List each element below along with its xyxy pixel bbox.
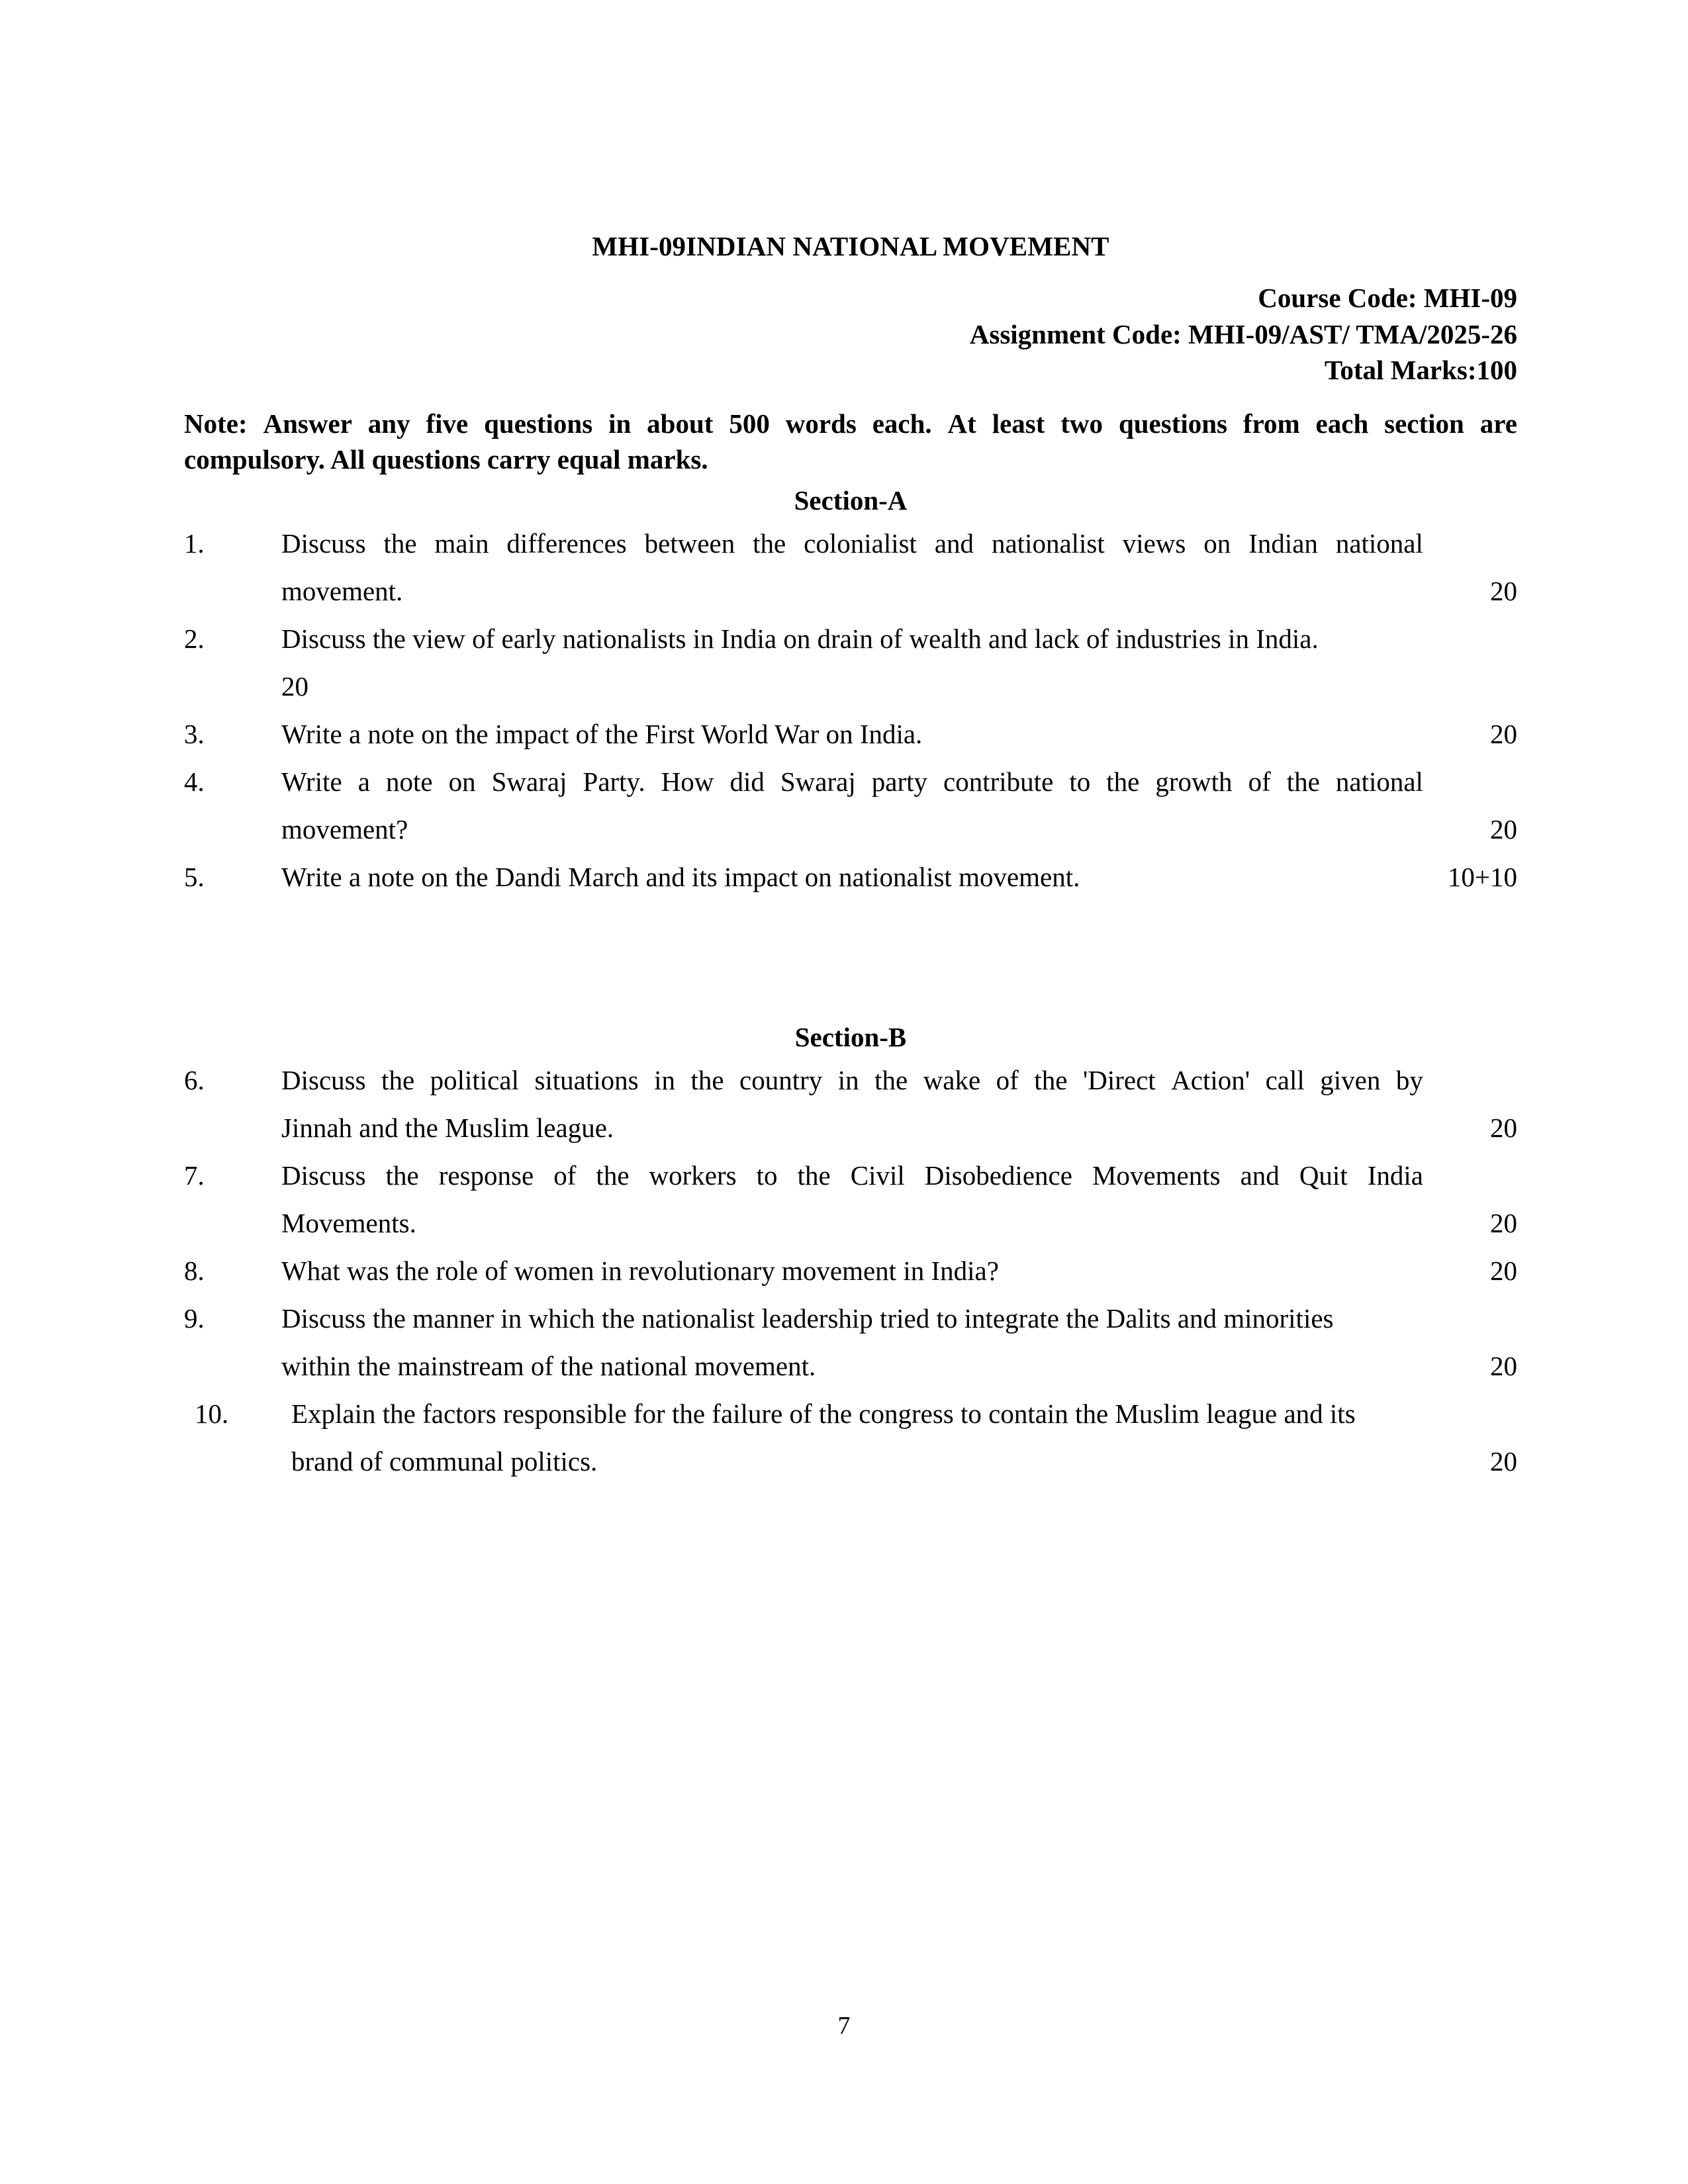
question-marks: 20 (1490, 1112, 1517, 1143)
questions-region (184, 484, 1517, 1496)
question-word: nationalist (991, 527, 1105, 559)
question-number: 6. (184, 1064, 205, 1095)
question-word: Action' (1171, 1064, 1250, 1095)
question-word: the (797, 1160, 831, 1191)
question-line (184, 1445, 1517, 1496)
question-line (184, 1162, 1517, 1210)
question-word: workers (649, 1160, 737, 1191)
question-number: 3. (184, 718, 205, 749)
note-word: least (992, 408, 1045, 439)
question-item (184, 1162, 1517, 1257)
question-word: situations (534, 1064, 639, 1095)
question-word: Disobedience (924, 1160, 1072, 1191)
page-number: 7 (837, 2012, 851, 2040)
question-marks: 10+10 (1447, 861, 1517, 892)
question-line (184, 670, 1517, 721)
question-text (281, 1162, 1423, 1189)
question-word: in (654, 1064, 675, 1095)
question-marks: 20 (1490, 813, 1517, 844)
question-number: 7. (184, 1160, 205, 1191)
question-text (281, 1064, 1423, 1095)
note-word: are (1479, 408, 1517, 439)
question-word: the (381, 1064, 415, 1095)
question-text: Discuss the manner in which the nationalist leadership tried to integrate the Dalits and minorities (281, 1302, 1334, 1334)
question-text (281, 768, 1423, 796)
question-number: 4. (184, 766, 205, 797)
note-word: about (647, 408, 714, 439)
total-marks: Total Marks:100 (1324, 355, 1517, 386)
question-word: Write (281, 766, 342, 797)
question-word: national (1335, 766, 1423, 797)
question-word: growth (1155, 766, 1233, 797)
question-line (184, 575, 1517, 625)
question-item (184, 1302, 1517, 1400)
question-item (184, 1400, 1517, 1496)
note-line-1 (184, 406, 1517, 442)
question-text: Explain the factors responsible for the failure of the congress to contain the Muslim league and its (291, 1398, 1356, 1429)
question-item (184, 1257, 1517, 1305)
question-word: to (1069, 766, 1091, 797)
question-text: Write a note on the impact of the First World War on India. (281, 718, 923, 749)
question-word: on (1203, 527, 1231, 559)
question-word: Indian (1248, 527, 1318, 559)
question-word: colonialist (804, 527, 917, 559)
question-line (184, 1350, 1517, 1400)
section-heading-section-b: Section-B (794, 1021, 907, 1052)
question-marks: 20 (1490, 718, 1517, 749)
question-word: main (434, 527, 489, 559)
question-word: a (357, 766, 370, 797)
question-word: of (996, 1064, 1019, 1095)
note-word: questions (1118, 408, 1227, 439)
question-word: Discuss (281, 527, 366, 559)
note-word: two (1060, 408, 1103, 439)
question-text: What was the role of women in revolutionary movement in India? (281, 1255, 999, 1286)
question-word: given (1320, 1064, 1381, 1095)
question-word: call (1265, 1064, 1305, 1095)
instructions-note (184, 406, 1517, 478)
question-text: 20 (281, 670, 308, 702)
question-word: Discuss (281, 1064, 366, 1095)
question-word: wake (923, 1064, 981, 1095)
question-text: Discuss the view of early nationalists in India on drain of wealth and lack of industries in India. (281, 623, 1319, 654)
question-word: contribute (943, 766, 1054, 797)
question-word: of (1248, 766, 1271, 797)
question-line (184, 1257, 1517, 1305)
note-word: any (367, 408, 410, 439)
question-number: 5. (184, 861, 205, 892)
question-number: 9. (184, 1302, 205, 1334)
question-text: Write a note on the Dandi March and its impact on nationalist movement. (281, 861, 1080, 892)
note-word: in (608, 408, 632, 439)
question-word: national (1335, 527, 1423, 559)
question-word: the (1034, 1064, 1068, 1095)
question-word: the (596, 1160, 630, 1191)
question-word: in (837, 1064, 859, 1095)
question-word: Swaraj (780, 766, 856, 797)
question-word: Discuss (281, 1160, 366, 1191)
question-word: differences (506, 527, 627, 559)
question-line (184, 1112, 1517, 1162)
question-word: views (1122, 527, 1186, 559)
question-word: between (644, 527, 735, 559)
question-word: 'Direct (1082, 1064, 1156, 1095)
question-line (184, 1064, 1517, 1115)
question-item (184, 718, 1517, 768)
question-word: Civil (850, 1160, 905, 1191)
question-line (184, 1302, 1517, 1353)
question-marks: 20 (1490, 1207, 1517, 1238)
question-word: of (553, 1160, 577, 1191)
question-number: 10. (195, 1398, 229, 1429)
question-line (184, 718, 1517, 768)
page-title: MHI-09INDIAN NATIONAL MOVEMENT (592, 231, 1109, 261)
question-word: response (438, 1160, 534, 1191)
question-text: movement? (281, 813, 408, 844)
question-line (184, 813, 1517, 864)
question-word: did (729, 766, 765, 797)
question-word: India (1367, 1160, 1423, 1191)
note-word: each (1315, 408, 1369, 439)
question-word: Movements (1092, 1160, 1221, 1191)
question-word: the (385, 1160, 419, 1191)
question-word: and (934, 527, 974, 559)
question-word: Party. (583, 766, 645, 797)
question-item (184, 861, 1517, 911)
assignment-code: Assignment Code: MHI-09/AST/ TMA/2025-26 (969, 318, 1517, 349)
note-word: each. (872, 408, 932, 439)
question-word: the (1106, 766, 1140, 797)
note-word: from (1243, 408, 1300, 439)
question-line (184, 768, 1517, 816)
question-line (184, 527, 1517, 578)
question-word: country (739, 1064, 823, 1095)
question-word: on (448, 766, 476, 797)
note-word: 500 (729, 408, 770, 439)
question-marks: 20 (1490, 1350, 1517, 1381)
question-word: to (756, 1160, 778, 1191)
question-word: party (871, 766, 928, 797)
question-number: 1. (184, 527, 205, 559)
question-text: brand of communal politics. (291, 1445, 598, 1477)
question-word: and (1240, 1160, 1280, 1191)
question-list-section-b (184, 1064, 1517, 1496)
question-line (184, 625, 1517, 673)
question-word: by (1395, 1064, 1423, 1095)
question-text: Movements. (281, 1207, 416, 1238)
question-number: 2. (184, 623, 205, 654)
question-item (184, 625, 1517, 721)
section-heading-section-a: Section-A (794, 484, 908, 516)
question-line (184, 1400, 1517, 1448)
question-text (281, 527, 1423, 559)
question-word: the (753, 527, 786, 559)
note-word: Answer (263, 408, 352, 439)
question-line (184, 861, 1517, 911)
header-meta-block (184, 280, 1517, 388)
note-word: At (947, 408, 976, 439)
question-word: note (385, 766, 433, 797)
note-word: five (426, 408, 469, 439)
document-content (184, 0, 1517, 1496)
note-word: questions (484, 408, 593, 439)
question-list-section-a (184, 527, 1517, 911)
question-word: the (1286, 766, 1320, 797)
course-code: Course Code: MHI-09 (1258, 283, 1517, 313)
question-item (184, 1064, 1517, 1162)
question-text: Jinnah and the Muslim league. (281, 1112, 614, 1143)
question-item (184, 527, 1517, 625)
question-word: Swaraj (491, 766, 567, 797)
question-line (184, 1207, 1517, 1257)
question-word: political (430, 1064, 519, 1095)
note-line-2: compulsory. All questions carry equal marks. (184, 444, 708, 475)
question-text: within the mainstream of the national movement. (281, 1350, 816, 1381)
question-text: movement. (281, 575, 403, 606)
note-word: Note: (184, 408, 248, 439)
question-word: How (661, 766, 714, 797)
question-word: the (383, 527, 417, 559)
note-word: section (1384, 408, 1464, 439)
question-word: Quit (1299, 1160, 1348, 1191)
question-word: the (874, 1064, 908, 1095)
question-number: 8. (184, 1255, 205, 1286)
question-marks: 20 (1490, 575, 1517, 606)
question-marks: 20 (1490, 1255, 1517, 1286)
question-marks: 20 (1490, 1445, 1517, 1477)
question-item (184, 768, 1517, 864)
question-word: the (690, 1064, 724, 1095)
section-gap (184, 911, 1517, 1024)
note-word: words (785, 408, 857, 439)
